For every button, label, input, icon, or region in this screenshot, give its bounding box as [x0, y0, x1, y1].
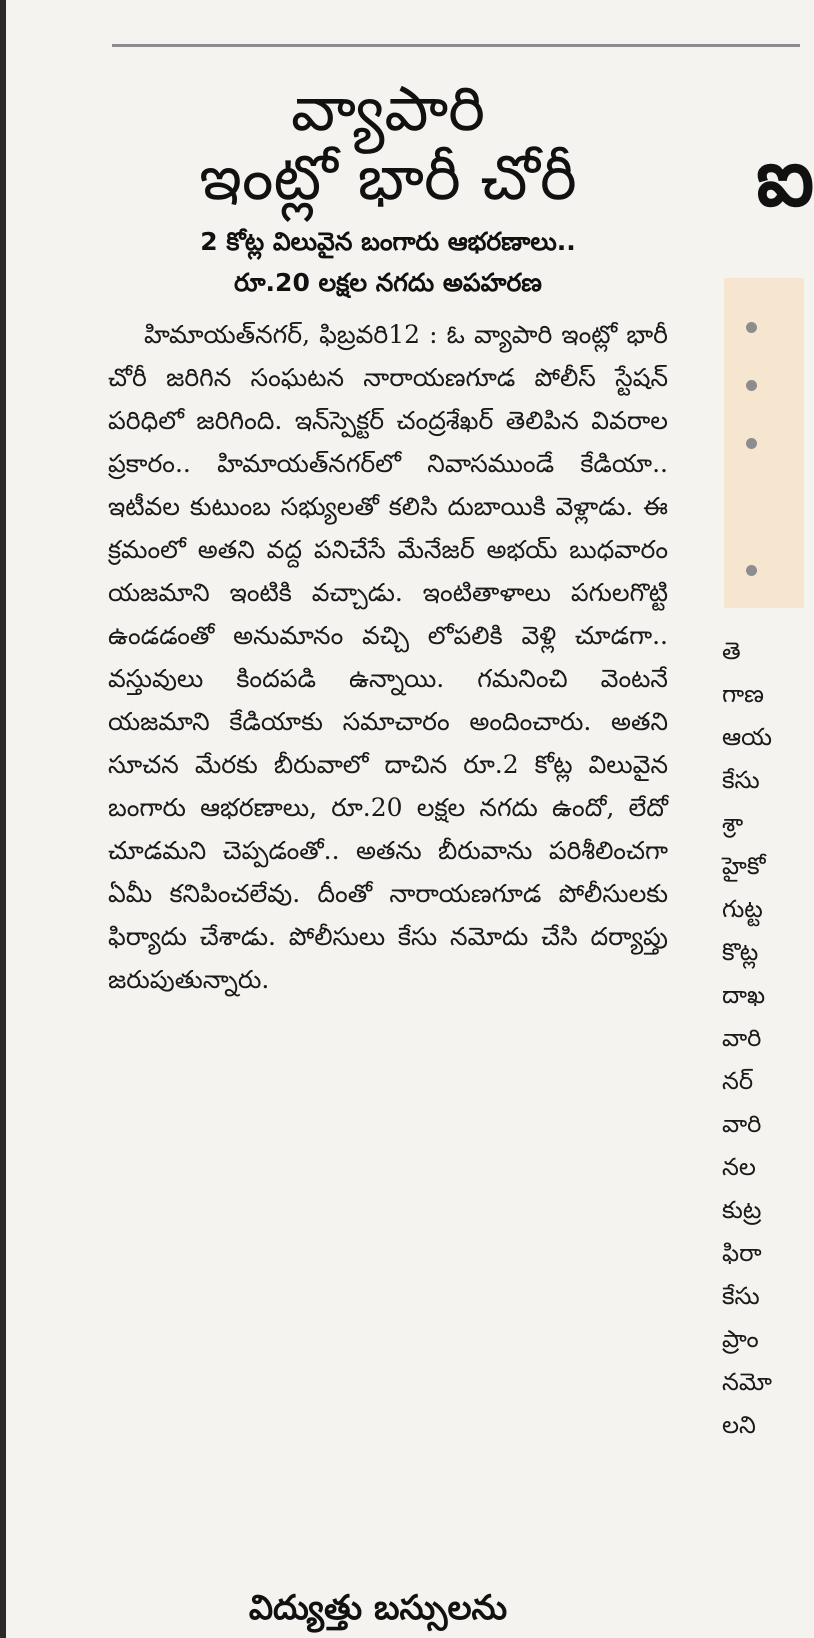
adjacent-line-fragment: ఆయ — [722, 723, 773, 751]
bullet-icon — [746, 438, 757, 449]
article-subheadline — [108, 221, 668, 304]
adjacent-line-fragment: వారి — [722, 1024, 762, 1052]
adjacent-line-fragment: నర్ — [722, 1067, 754, 1095]
article-body-paragraph: హిమాయత్‌నగర్, ఫిబ్రవరి12 : ఓ వ్యాపారి ఇంట్లో భారీ చోరీ జరిగిన సంఘటన నారాయణగూడ పోలీస్ స్టేషన్ పరిధిలో జరిగింది. ఇన్‌స్పెక్టర్ చంద్రశేఖర్ తెలిపిన వివరాల ప్రకారం.. హిమాయత్‌నగర్‌లో నివాసముండే కేడియా.. ఇటీవల కుటుంబ సభ్యులతో కలిసి దుబాయికి వెళ్లాడు. ఈ క్రమంలో అతని వద్ద పనిచేసే మేనేజర్ అభయ్ బుధవారం యజమాని ఇంటికి వచ్చాడు. ఇంటితాళాలు పగులగొట్టి ఉండడంతో అనుమానం వచ్చి లోపలికి వెళ్లి చూడగా.. వస్తువులు కిందపడి ఉన్నాయి. గమనించి వెంటనే యజమాని కేడియాకు సమాచారం అందించారు. అతని సూచన మేరకు బీరువాలో దాచిన రూ.2 కోట్ల విలువైన బంగారు ఆభరణాలు, రూ.20 లక్షల నగదు ఉందో, లేదో చూడమని చెప్పడంతో.. అతను బీరువాను పరిశీలించగా ఏమీ కనిపించలేవు. దీంతో నారాయణగూడ పోలీసులకు ఫిర్యాదు చేశాడు. పోలీసులు కేసు నమోదు చేసి దర్యాప్తు జరుపుతున్నారు. — [108, 320, 668, 995]
news-article — [108, 60, 668, 1001]
previous-article-cutoff — [110, 0, 800, 14]
adjacent-line-fragment: కేసు — [722, 766, 760, 794]
adjacent-line-fragment: ప్రాం — [722, 1325, 759, 1353]
headline-line-1: వ్యాపారి — [290, 72, 486, 145]
adjacent-line-fragment: గాణ — [722, 680, 764, 708]
adjacent-line-fragment: శ్రా — [722, 809, 744, 837]
adjacent-line-fragment: కేసు — [722, 1282, 760, 1310]
bullet-icon — [746, 322, 757, 333]
headline-line-2: ఇంట్లో భారీ చోరీ — [199, 141, 577, 215]
adjacent-line-fragment: గుట్ట — [722, 895, 763, 923]
adjacent-line-fragment: లని — [722, 1411, 756, 1439]
adjacent-headline-fragment: ఐ — [756, 130, 814, 224]
page-border — [0, 0, 6, 1638]
adjacent-text-fragments — [722, 630, 812, 1447]
adjacent-line-fragment: కుట్ర — [722, 1196, 762, 1224]
adjacent-line-fragment: దాఖ — [722, 981, 766, 1009]
subhead-line-2: రూ.20 లక్షల నగదు అపహరణ — [234, 268, 542, 298]
adjacent-line-fragment: ఫిరా — [722, 1239, 762, 1267]
article-body — [108, 313, 668, 1001]
adjacent-line-fragment: నమో — [722, 1368, 772, 1396]
adjacent-line-fragment: హైకో — [722, 852, 766, 880]
adjacent-highlight-box — [724, 278, 804, 608]
bullet-icon — [746, 565, 757, 576]
adjacent-line-fragment: తె — [722, 637, 741, 665]
adjacent-column — [700, 60, 814, 1638]
adjacent-line-fragment: వారి — [722, 1110, 762, 1138]
subhead-line-1: 2 కోట్ల విలువైన బంగారు ఆభరణాలు.. — [200, 226, 576, 256]
next-article-headline: విద్యుత్తు బస్సులను — [248, 1588, 508, 1628]
section-divider — [112, 44, 800, 47]
adjacent-line-fragment: నల — [722, 1153, 756, 1181]
bullet-icon — [746, 380, 757, 391]
adjacent-line-fragment: కొట్ల — [722, 938, 759, 966]
article-headline — [108, 74, 668, 213]
